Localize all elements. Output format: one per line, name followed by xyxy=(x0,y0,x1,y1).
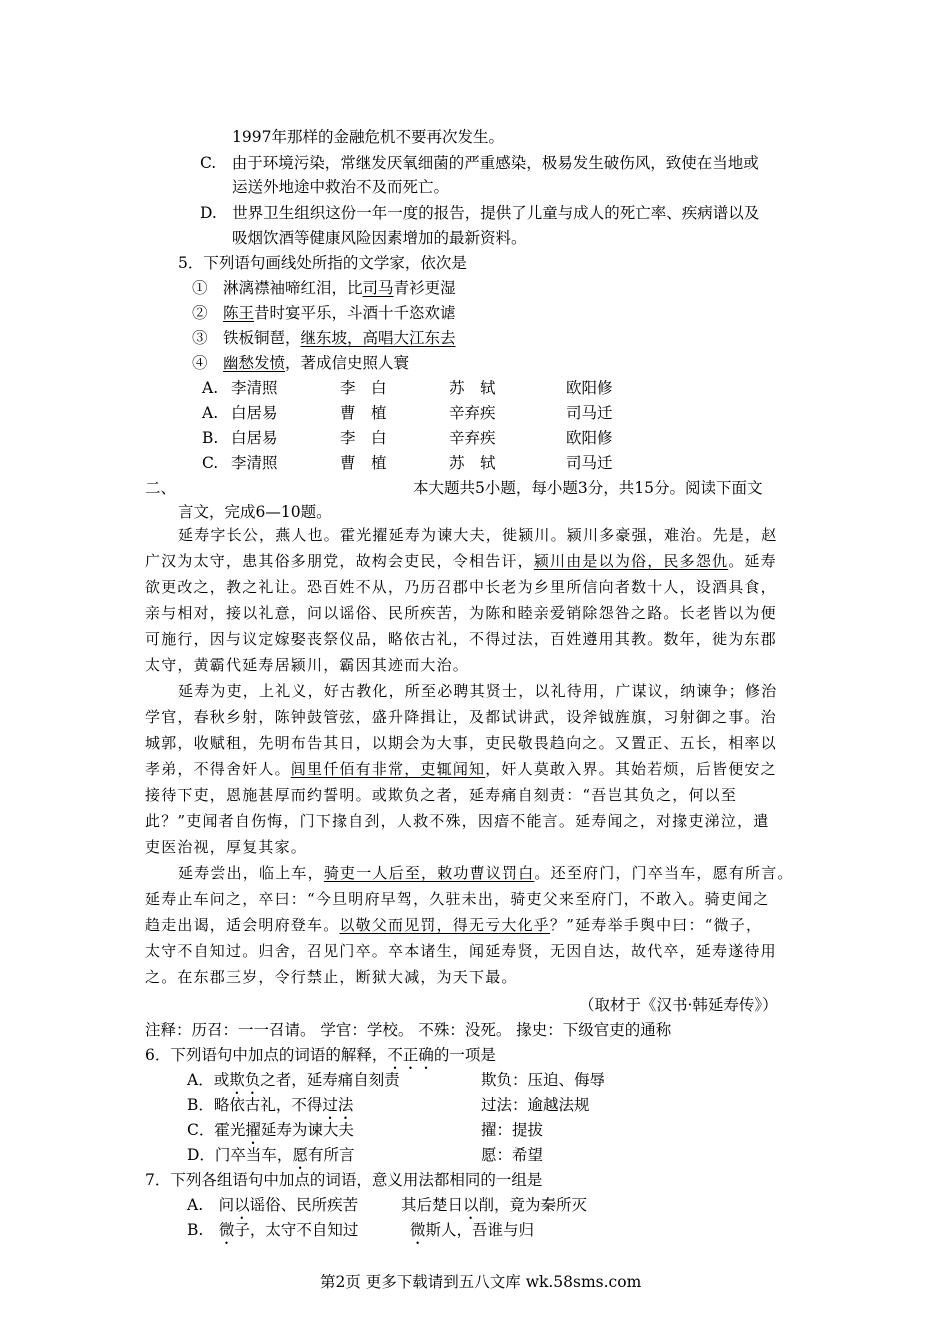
notes: 注释：历召：一一召请。 学官：学校。 不殊：没死。 掾史：下级官吏的通称 xyxy=(145,1021,672,1039)
option-cell: 李 白 xyxy=(340,379,387,397)
option-cell: 曹 植 xyxy=(340,454,387,472)
passage-line: 接待下吏，恩施甚厚而约誓明。或欺负之者，延寿痛自刻责：“吾岂其负之，何以至 xyxy=(145,786,738,804)
dotted-word: 以 xyxy=(234,1196,250,1214)
option-cell: 司马迁 xyxy=(566,454,613,472)
passage-line: 延寿止车问之，卒曰：“今旦明府早驾，久驻未出，骑吏父来至府门，不敢入。骑吏闻之 xyxy=(145,890,770,908)
section-intro: 本大题共5小题，每小题3分，共15分。阅读下面文 xyxy=(413,479,763,497)
option-b-continuation: 1997年那样的金融危机不要再次发生。 xyxy=(232,128,504,146)
q5-stem: 5．下列语句画线处所指的文学家，依次是 xyxy=(178,254,467,272)
underlined-text: 幽愁发愤 xyxy=(223,354,286,372)
passage-text: 趋走出谒，适会明府登车。 xyxy=(145,916,340,934)
option-cell: 李 白 xyxy=(340,429,387,447)
underlined-text: 陈王 xyxy=(223,304,255,322)
dotted-word: 微 xyxy=(218,1221,235,1239)
option-cell: 白居易 xyxy=(231,404,278,422)
passage-line: 学官，春秋乡射，陈钟鼓管弦，盛升降揖让，及都试讲武，设斧钺旌旗，习射御之事。治 xyxy=(145,708,777,726)
underlined-sentence: 以敬父而见罚，得无亏大化乎 xyxy=(339,916,551,934)
passage-source: （取材于《汉书·韩延寿传》） xyxy=(579,996,778,1014)
passage-line xyxy=(145,758,777,780)
option-definition: 欺负：压迫、侮辱 xyxy=(481,1071,606,1089)
option-definition: 过法：逾越法规 xyxy=(481,1096,590,1114)
passage-line: 亲与相对，接以礼意，问以谣俗、民所疾苦，为陈和睦亲爱销除怨咎之路。长老皆以为便 xyxy=(145,604,777,622)
option-d-line2: 吸烟饮酒等健康风险因素增加的最新资料。 xyxy=(232,229,527,247)
section-number: 二、 xyxy=(145,479,177,497)
underlined-sentence: 骑吏一人后至，敕功曹议罚白 xyxy=(323,864,535,882)
option-text: C．霍光擢延寿为谏大夫 xyxy=(187,1121,354,1139)
option-text: A．或欺负之者，延寿痛自刻责 xyxy=(187,1071,400,1089)
option-definition: 愿：希望 xyxy=(481,1146,544,1164)
passage-line: 此？”吏闻者自伤悔，门下掾自刭，人救不殊，因瘖不能言。延寿闻之，对掾吏涕泣，遣 xyxy=(145,812,770,830)
passage-line: 延寿字长公，燕人也。霍光擢延寿为谏大夫，徙颍川。颍川多豪强，难治。先是，赵 xyxy=(178,526,778,544)
passage-text: 延寿尝出，临上车， xyxy=(178,864,324,882)
item-text: 淋漓襟袖啼红泪，比 xyxy=(223,279,363,297)
q5-item xyxy=(192,303,456,323)
q5-item xyxy=(192,353,409,373)
dotted-word: 欺负 xyxy=(229,1071,261,1089)
underlined-sentence: 闾里仟佰有非常，吏辄闻知 xyxy=(290,760,486,778)
dotted-word: 过法 xyxy=(322,1096,354,1114)
passage-line: 欲更改之，教之礼让。恐百姓不从，乃历召郡中长老为乡里所信向者数十人，设酒具食， xyxy=(145,578,777,596)
passage-line: 城郭，收赋租，先明布告其日，以期会为大事，吏民敬畏趋向之。又置正、五长，相率以 xyxy=(145,734,777,752)
passage-line xyxy=(178,862,794,884)
emphasis-text: 不正确 xyxy=(387,1046,434,1064)
dotted-word: 愿 xyxy=(292,1146,308,1164)
underlined-text: 司马 xyxy=(362,279,394,297)
passage-line: 延寿为吏，上礼义，好古教化，所至必聘其贤士，以礼待用，广谋议，纳谏争；修治 xyxy=(178,682,778,700)
option-text: B．略依古礼，不得过法 xyxy=(187,1096,354,1114)
passage-text: 。还至府门，门卒当车，愿有所言。 xyxy=(534,864,794,882)
dotted-word: 擢 xyxy=(245,1121,261,1139)
option-right: 其后楚日以削，竟为秦所灭 xyxy=(401,1196,588,1214)
option-label: B. xyxy=(202,429,219,447)
passage-line: 太守，黄霸代延寿居颍川，霸因其迹而大治。 xyxy=(145,656,470,674)
stem-text: 的一项是 xyxy=(433,1046,496,1064)
passage-line: 可施行，因与议定嫁娶丧祭仪品，略依古礼，不得过法，百姓遵用其教。数年，徙为东郡 xyxy=(145,630,777,648)
passage-text: ？”延寿举手舆中曰：“微子， xyxy=(550,916,763,934)
q5-item xyxy=(192,328,456,348)
option-cell: 欧阳修 xyxy=(566,379,613,397)
item-number: ④ xyxy=(192,354,208,372)
option-cell: 辛弃疾 xyxy=(449,429,496,447)
option-left: B. 微子，太守不自知过 xyxy=(187,1221,359,1239)
passage-line: 太守不自知过。归舍，召见门卒。卒本诸生，闻延寿贤，无因自达，故代卒，延寿遂待用 xyxy=(145,942,777,960)
passage-line xyxy=(145,914,762,936)
option-cell: 李清照 xyxy=(231,454,278,472)
item-text: 昔时宴平乐，斗酒十千恣欢谑 xyxy=(254,304,456,322)
dotted-word: 微 xyxy=(410,1221,426,1239)
option-c-line1: C. 由于环境污染，常继发厌氧细菌的严重感染，极易发生破伤风，致使在当地或 xyxy=(200,154,759,172)
dotted-word: 以 xyxy=(463,1196,479,1214)
option-right: 微斯人，吾谁与归 xyxy=(410,1221,535,1239)
option-cell: 白居易 xyxy=(231,429,278,447)
passage-line: 之。在东郡三岁，令行禁止，断狱大减，为天下最。 xyxy=(145,968,518,986)
passage-text: ，奸人莫敢入界。其始若烦，后皆便安之 xyxy=(485,760,777,778)
item-text: 铁板铜琶， xyxy=(223,329,301,347)
underlined-sentence: 颍川由是以为俗，民多怨仇 xyxy=(533,552,729,570)
q5-item xyxy=(192,278,456,298)
option-label: C. xyxy=(202,454,219,472)
item-number: ③ xyxy=(192,329,208,347)
underlined-text: 继东坡，高唱大江东去 xyxy=(300,329,456,347)
passage-line xyxy=(145,550,777,572)
option-label: A. xyxy=(202,379,219,397)
option-label: A. xyxy=(202,404,219,422)
passage-text: 广汉为太守，患其俗多朋党，故构会吏民，令相告讦， xyxy=(145,552,534,570)
option-c-line2: 运送外地途中救治不及而死亡。 xyxy=(232,178,450,196)
passage-text: 。延寿 xyxy=(728,552,777,570)
option-cell: 司马迁 xyxy=(566,404,613,422)
option-text: D．门卒当车，愿有所言 xyxy=(187,1146,355,1164)
passage-text: 孝弟，不得舍奸人。 xyxy=(145,760,291,778)
stem-text: 6．下列语句中加点的词语的解释， xyxy=(145,1046,388,1064)
passage-line: 吏医治视，厚复其家。 xyxy=(145,838,308,856)
item-text: 青衫更湿 xyxy=(393,279,456,297)
option-cell: 辛弃疾 xyxy=(449,404,496,422)
option-definition: 擢：提拔 xyxy=(481,1121,544,1139)
item-number: ② xyxy=(192,304,208,322)
q6-stem xyxy=(145,1045,496,1073)
item-number: ① xyxy=(192,279,208,297)
section-intro-cont: 言文，完成6—10题。 xyxy=(178,503,332,521)
option-cell: 苏 轼 xyxy=(449,454,496,472)
page-footer: 第2页 更多下载请到五八文库 wk.58sms.com xyxy=(320,1273,642,1291)
option-left: A. 问以谣俗、民所疾苦 xyxy=(187,1196,359,1214)
option-cell: 曹 植 xyxy=(340,404,387,422)
option-cell: 苏 轼 xyxy=(449,379,496,397)
item-text: ，著成信史照人寰 xyxy=(285,354,410,372)
option-d-line1: D. 世界卫生组织这份一年一度的报告，提供了儿童与成人的死亡率、疾病谱以及 xyxy=(200,204,760,222)
option-cell: 欧阳修 xyxy=(566,429,613,447)
option-cell: 李清照 xyxy=(231,379,278,397)
q7-stem: 7．下列各组语句中加点的词语，意义用法都相同的一组是 xyxy=(145,1171,543,1189)
